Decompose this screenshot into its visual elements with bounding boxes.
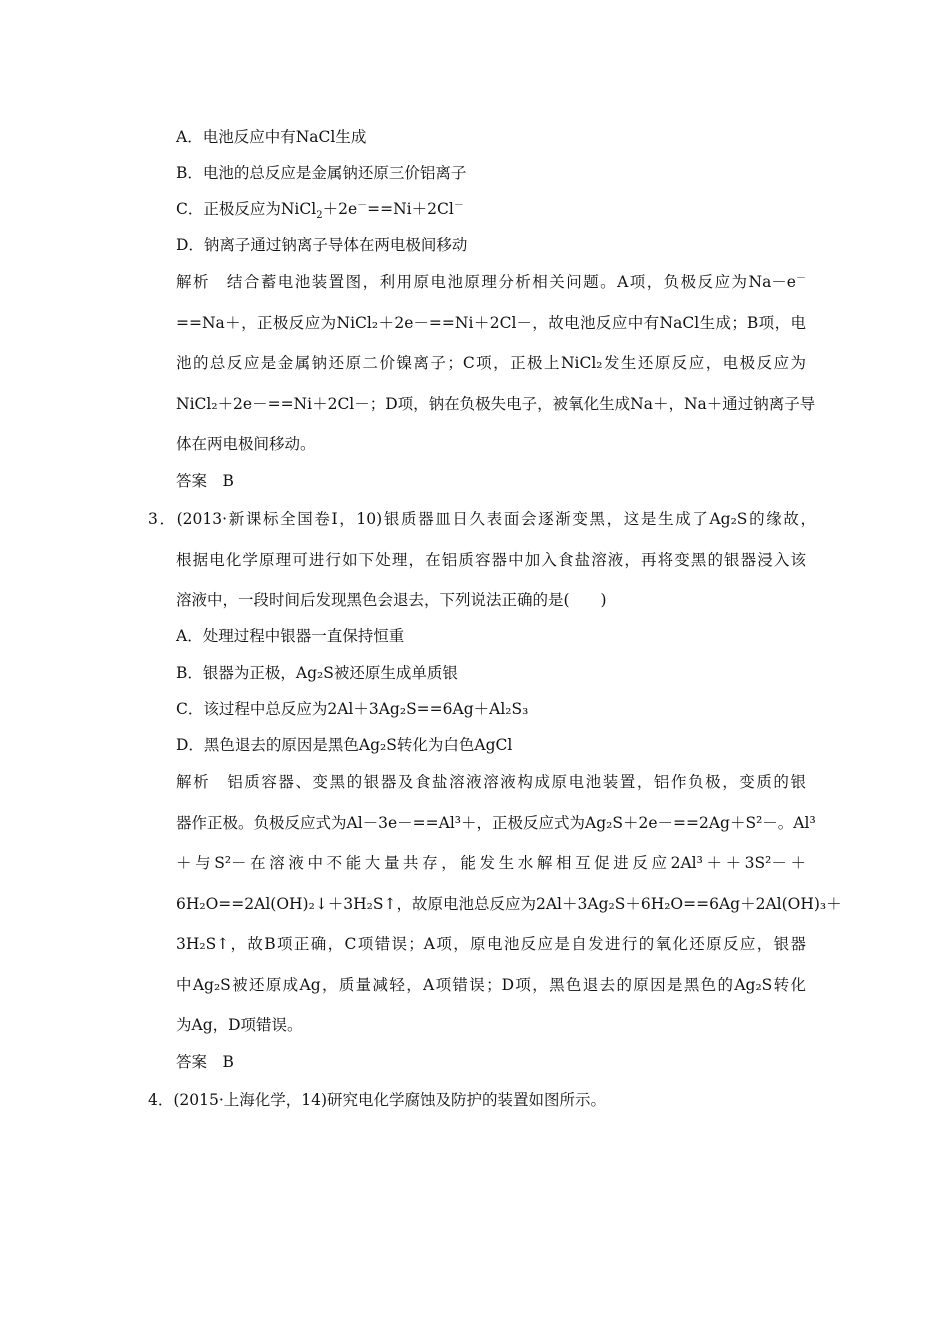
q2-analysis-line-1-text: 解析 结合蓄电池装置图，利用原电池原理分析相关问题。A项，负极反应为Na－e [176, 273, 796, 291]
q2-analysis-line-2: ==Na＋，正极反应为NiCl₂＋2e－==Ni＋2Cl－，故电池反应中有NaCl生成；B项，电 [176, 314, 806, 332]
q2-option-d: D．钠离子通过钠离子导体在两电极间移动 [176, 236, 468, 254]
q3-analysis-line-5: 3H₂S↑，故B项正确，C项错误；A项，原电池反应是自发进行的氧化还原反应，银器 [176, 935, 806, 953]
q3-stem-line-2: 根据电化学原理可进行如下处理，在铝质容器中加入食盐溶液，再将变黑的银器浸入该 [176, 551, 806, 569]
q3-option-a: A．处理过程中银器一直保持恒重 [176, 627, 405, 645]
q2-analysis-line-5: 体在两电极间移动。 [176, 435, 316, 453]
q2-analysis-line-1 [176, 272, 806, 292]
q2-analysis-line-4: NiCl₂＋2e－==Ni＋2Cl－；D项，钠在负极失电子，被氧化生成Na＋，Na＋通过钠离子导 [176, 395, 816, 413]
q2-analysis-line-3: 池的总反应是金属钠还原二价镍离子；C项，正极上NiCl₂发生还原反应，电极反应为 [176, 354, 806, 372]
q2-option-c-sup2: － [453, 199, 464, 211]
q3-analysis-line-2: 器作正极。负极反应式为Al－3e－==Al³＋，正极反应式为Ag₂S＋2e－==2Ag＋S²－。Al³ [176, 814, 816, 832]
q3-option-c: C．该过程中总反应为2Al＋3Ag₂S==6Ag＋Al₂S₃ [176, 700, 529, 718]
q3-analysis-line-6: 中Ag₂S被还原成Ag，质量减轻，A项错误；D项，黑色退去的原因是黑色的Ag₂S转化 [176, 976, 806, 994]
q4-stem: 4．(2015·上海化学，14)研究电化学腐蚀及防护的装置如图所示。 [148, 1091, 607, 1109]
q3-analysis-line-4: 6H₂O==2Al(OH)₂↓＋3H₂S↑，故原电池总反应为2Al＋3Ag₂S＋6H₂O==6Ag＋2Al(OH)₃＋ [176, 895, 842, 913]
q3-analysis-line-7: 为Ag，D项错误。 [176, 1016, 303, 1034]
q2-option-c-prefix: C．正极反应为NiCl [176, 200, 317, 218]
q3-option-b: B．银器为正极，Ag₂S被还原生成单质银 [176, 664, 458, 682]
q2-option-a: A．电池反应中有NaCl生成 [176, 128, 367, 146]
q3-stem-line-3: 溶液中，一段时间后发现黑色会退去，下列说法正确的是( ) [176, 591, 607, 609]
q2-option-c-mid: ＋2e [322, 200, 358, 218]
q3-option-d: D．黑色退去的原因是黑色Ag₂S转化为白色AgCl [176, 736, 513, 754]
q2-answer: 答案 B [176, 472, 234, 490]
q3-answer: 答案 B [176, 1053, 234, 1071]
q2-option-c [176, 199, 464, 222]
q2-option-c-sub: 2 [316, 210, 323, 222]
q2-analysis-line-1-sup: － [796, 272, 806, 284]
q3-stem-line-1: 3．(2013·新课标全国卷Ⅰ，10)银质器皿日久表面会逐渐变黑，这是生成了Ag₂S的缘故， [148, 510, 816, 528]
q3-analysis-line-1: 解析 铝质容器、变黑的银器及食盐溶液溶液构成原电池装置，铝作负极，变质的银 [176, 773, 806, 791]
q2-option-b: B．电池的总反应是金属钠还原三价铝离子 [176, 164, 467, 182]
q2-option-c-sup: － [357, 199, 368, 211]
q2-option-c-rest: ==Ni＋2Cl [367, 200, 454, 218]
q3-analysis-line-3: ＋与S²－在溶液中不能大量共存，能发生水解相互促进反应2Al³＋＋3S²－＋ [176, 854, 806, 872]
